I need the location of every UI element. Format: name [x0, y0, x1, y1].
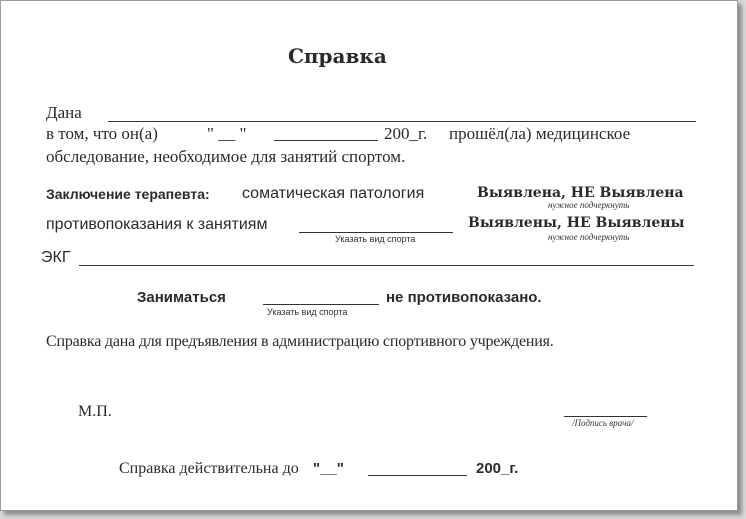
exercise-suffix: не противопоказано.: [386, 289, 542, 306]
issued-to-field[interactable]: [108, 121, 696, 122]
birthdate-prefix: в том, что он(а): [46, 124, 158, 143]
validity-label: Справка действительна до: [119, 460, 299, 477]
exercise-prefix: Заниматься: [137, 289, 226, 306]
somatic-pathology-label: соматическая патология: [242, 185, 425, 202]
birth-year: 200_г.: [384, 124, 428, 143]
validity-month-field[interactable]: [368, 475, 467, 476]
therapist-conclusion-label: Заключение терапевта:: [46, 186, 210, 202]
page-title: Справка: [288, 44, 387, 68]
purpose-text: Справка дана для предъявления в администрацию спортивного учреждения.: [46, 333, 554, 350]
sport-hint-2: Указать вид спорта: [267, 307, 348, 317]
birth-month-field[interactable]: [274, 140, 378, 141]
stamp-label: М.П.: [78, 403, 112, 420]
underline-hint-2: нужное подчеркнуть: [548, 232, 630, 242]
contra-sport-field[interactable]: [299, 232, 453, 233]
passed-exam-text: прошёл(ла) медицинское: [449, 124, 631, 143]
pathology-options[interactable]: Выявлена, НЕ Выявлена: [477, 185, 684, 201]
signature-field[interactable]: [564, 416, 647, 417]
exam-purpose-text: обследование, необходимое для занятий спортом.: [46, 147, 406, 166]
signature-hint: /Подпись врача/: [572, 418, 634, 428]
ekg-field[interactable]: [79, 265, 694, 266]
birth-day-field[interactable]: " __ ": [207, 124, 247, 143]
issued-to-label: Дана: [46, 103, 82, 122]
underline-hint-1: нужное подчеркнуть: [548, 200, 630, 210]
exercise-sport-field[interactable]: [263, 304, 379, 305]
sport-hint-1: Указать вид спорта: [335, 234, 416, 244]
validity-day-field[interactable]: "__": [313, 460, 344, 477]
ekg-label: ЭКГ: [41, 249, 71, 266]
contra-options[interactable]: Выявлены, НЕ Выявлены: [468, 215, 685, 231]
validity-year: 200_г.: [476, 460, 519, 477]
contraindications-label: противопоказания к занятиям: [46, 216, 268, 233]
